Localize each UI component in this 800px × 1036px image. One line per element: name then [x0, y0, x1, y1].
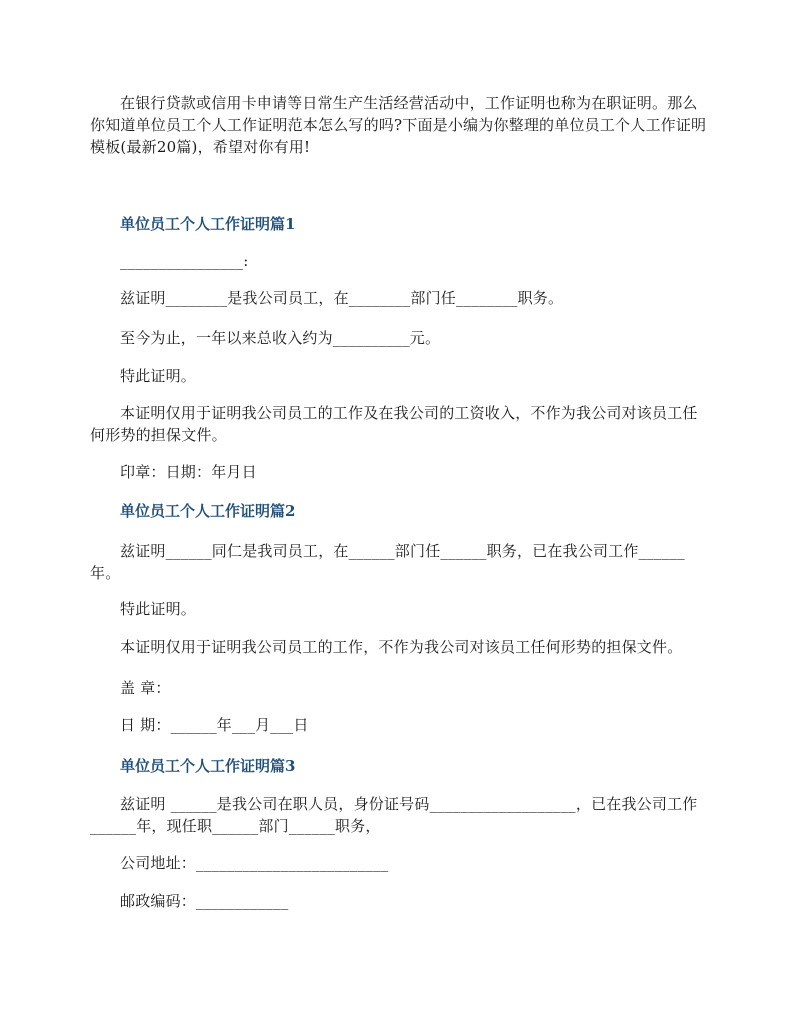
section-2-heading: 单位员工个人工作证明篇2 [120, 502, 296, 520]
section-2-line-2: 特此证明。 [120, 600, 197, 618]
intro-paragraph: 在银行贷款或信用卡申请等日常生产生活经营活动中，工作证明也称为在职证明。那么你知道单位员工个人工作证明范本怎么写的吗?下面是小编为你整理的单位员工个人工作证明模板(最新20篇)，希望对你有用! [90, 94, 707, 156]
section-1-salutation: ________________: [120, 252, 249, 270]
section-1-line-1: 兹证明________是我公司员工，在________部门任________职务。 [120, 289, 564, 307]
section-2-line-4: 盖 章： [120, 679, 171, 697]
section-2-line-1: 兹证明______同仁是我司员工，在______部门任______职务，已在我公司工作______年。 [90, 542, 685, 582]
section-1-line-2: 至今为止，一年以来总收入约为__________元。 [120, 329, 441, 347]
section-2-line-3: 本证明仅用于证明我公司员工的工作，不作为我公司对该员工任何形势的担保文件。 [120, 638, 683, 656]
section-1-heading: 单位员工个人工作证明篇1 [120, 215, 296, 233]
section-1-line-4: 本证明仅用于证明我公司员工的工作及在我公司的工资收入，不作为我公司对该员工任何形势的担保文件。 [90, 404, 698, 444]
section-3-line-2: 公司地址：_________________________ [120, 854, 389, 872]
section-2-line-5: 日 期：______年___月___日 [120, 716, 309, 734]
section-3-line-1: 兹证明 ______是我公司在职人员，身份证号码___________________，已在我公司工作______年，现任职______部门______职务， [90, 795, 698, 835]
section-1-line-5: 印章：日期：年月日 [120, 463, 257, 481]
section-3-line-3: 邮政编码：____________ [120, 892, 289, 910]
section-3-heading: 单位员工个人工作证明篇3 [120, 757, 296, 775]
section-1-line-3: 特此证明。 [120, 367, 197, 385]
